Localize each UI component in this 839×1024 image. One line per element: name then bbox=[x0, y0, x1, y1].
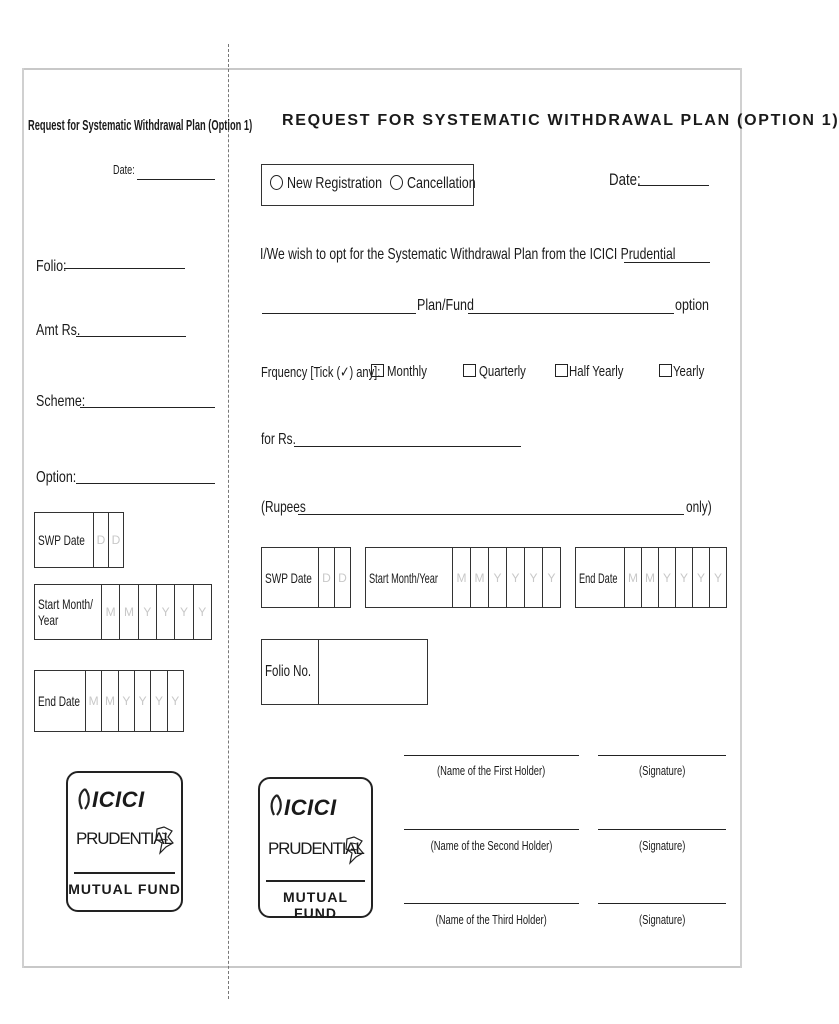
page-border-top bbox=[22, 68, 742, 70]
first-holder-signature-field[interactable] bbox=[598, 755, 726, 756]
stub-scheme-field[interactable] bbox=[80, 407, 215, 408]
stub-date-label: Date: bbox=[113, 162, 135, 177]
new-registration-option[interactable] bbox=[270, 175, 409, 193]
swp-day-cell[interactable]: D bbox=[319, 548, 335, 607]
stub-amount-field[interactable] bbox=[76, 336, 186, 337]
stub-end-box bbox=[34, 670, 184, 732]
stub-date-field[interactable] bbox=[137, 179, 215, 180]
stub-swp-date-label: SWP Date bbox=[38, 532, 85, 548]
lion-emblem-icon bbox=[154, 825, 176, 855]
frequency-quarterly[interactable]: Quarterly bbox=[463, 363, 541, 381]
start-month-year-label: Start Month/Year bbox=[369, 569, 439, 586]
logo-divider bbox=[74, 872, 175, 874]
page-border-bottom bbox=[22, 966, 742, 968]
stub-title: Request for Systematic Withdrawal Plan (Option 1) bbox=[28, 117, 253, 134]
radio-circle-icon[interactable] bbox=[390, 175, 403, 190]
end-cell[interactable]: M bbox=[642, 548, 659, 607]
page-border-right bbox=[740, 68, 742, 968]
cancellation-label: Cancellation bbox=[407, 175, 476, 192]
logo-icici-text: ICICI bbox=[284, 795, 337, 820]
stub-end-cell[interactable]: M bbox=[86, 671, 102, 731]
stub-scheme-label: Scheme: bbox=[36, 393, 86, 410]
fund-name-field[interactable] bbox=[624, 262, 710, 263]
icici-prudential-logo bbox=[66, 771, 183, 912]
perforation-line bbox=[228, 44, 229, 999]
third-holder-signature-field[interactable] bbox=[598, 903, 726, 904]
for-rs-label: for Rs. bbox=[261, 431, 296, 448]
stub-amount-label: Amt Rs. bbox=[36, 322, 81, 339]
start-cell[interactable]: Y bbox=[507, 548, 525, 607]
folio-no-box bbox=[261, 639, 428, 705]
stub-option-label: Option: bbox=[36, 469, 77, 486]
stub-start-label: Start Month/ bbox=[38, 596, 93, 612]
option-name-field[interactable] bbox=[468, 313, 674, 314]
end-cell[interactable]: Y bbox=[676, 548, 693, 607]
first-holder-name-field[interactable] bbox=[404, 755, 579, 756]
amount-field[interactable] bbox=[294, 446, 521, 447]
stub-end-cell[interactable]: Y bbox=[119, 671, 135, 731]
third-signature-caption: (Signature) bbox=[638, 912, 686, 927]
checkbox-icon[interactable] bbox=[463, 364, 476, 377]
form-date-field[interactable] bbox=[638, 185, 709, 186]
folio-no-field[interactable] bbox=[319, 640, 427, 704]
stub-swp-date-box bbox=[34, 512, 124, 568]
start-cell[interactable]: Y bbox=[489, 548, 507, 607]
checkbox-icon[interactable] bbox=[555, 364, 568, 377]
start-month-year-box bbox=[365, 547, 561, 608]
icici-prudential-logo bbox=[258, 777, 373, 921]
logo-prudential-text: PRUDENTIAL bbox=[268, 839, 364, 858]
frequency-yearly[interactable]: Yearly bbox=[659, 363, 714, 381]
stub-folio-field[interactable] bbox=[64, 268, 185, 269]
folio-no-label: Folio No. bbox=[265, 663, 312, 680]
lion-emblem-icon bbox=[344, 835, 366, 865]
frequency-monthly[interactable]: Monthly bbox=[371, 363, 440, 381]
cancellation-option[interactable] bbox=[390, 175, 495, 193]
plan-name-field[interactable] bbox=[262, 313, 416, 314]
second-holder-name-field[interactable] bbox=[404, 829, 579, 830]
swp-date-label: SWP Date bbox=[265, 569, 312, 586]
stub-folio-label: Folio: bbox=[36, 258, 67, 275]
stub-end-cell[interactable]: M bbox=[102, 671, 118, 731]
option-label: option bbox=[675, 297, 710, 314]
wish-text: I/We wish to opt for the Systematic Withdrawal Plan from the ICICI Prudential bbox=[260, 246, 676, 263]
radio-circle-icon[interactable] bbox=[270, 175, 283, 190]
end-date-label: End Date bbox=[579, 569, 618, 586]
stub-start-box bbox=[34, 584, 212, 640]
checkbox-icon[interactable] bbox=[371, 364, 384, 377]
rupees-label: (Rupees bbox=[261, 499, 306, 516]
checkbox-icon[interactable] bbox=[659, 364, 672, 377]
stub-end-label: End Date bbox=[38, 693, 81, 709]
third-holder-caption: (Name of the Third Holder) bbox=[435, 912, 548, 927]
start-cell[interactable]: M bbox=[453, 548, 471, 607]
logo-divider bbox=[266, 880, 365, 882]
stub-start-cell[interactable]: Y bbox=[139, 585, 157, 639]
swp-date-box bbox=[261, 547, 351, 608]
end-cell[interactable]: Y bbox=[659, 548, 676, 607]
plan-fund-label: Plan/Fund bbox=[417, 297, 474, 314]
stub-end-cell[interactable]: Y bbox=[171, 694, 180, 708]
stub-swp-day-cell[interactable]: D bbox=[111, 533, 121, 547]
registration-type-box bbox=[261, 164, 474, 206]
second-holder-signature-field[interactable] bbox=[598, 829, 726, 830]
logo-icici-text: ICICI bbox=[92, 787, 145, 812]
start-cell[interactable]: Y bbox=[547, 570, 556, 585]
first-signature-caption: (Signature) bbox=[638, 763, 686, 778]
start-cell[interactable]: Y bbox=[525, 548, 543, 607]
stub-start-cell[interactable]: Y bbox=[157, 585, 175, 639]
stub-end-cell[interactable]: Y bbox=[151, 671, 167, 731]
end-cell[interactable]: Y bbox=[693, 548, 710, 607]
stub-start-cell[interactable]: M bbox=[102, 585, 120, 639]
stub-start-cell[interactable]: Y bbox=[175, 585, 193, 639]
page-border-left bbox=[22, 68, 24, 968]
end-date-box bbox=[575, 547, 727, 608]
swp-day-cell[interactable]: D bbox=[338, 570, 347, 585]
stub-option-field[interactable] bbox=[76, 483, 215, 484]
new-registration-label: New Registration bbox=[287, 175, 383, 192]
third-holder-name-field[interactable] bbox=[404, 903, 579, 904]
logo-mutual-fund-text: MUTUAL FUND bbox=[68, 881, 181, 897]
frequency-half-yearly[interactable]: Half Yearly bbox=[555, 363, 641, 381]
form-title: REQUEST FOR SYSTEMATIC WITHDRAWAL PLAN (OPTION 1) bbox=[282, 112, 839, 129]
form-date-label: Date: bbox=[609, 170, 641, 189]
amount-in-words-field[interactable] bbox=[298, 514, 684, 515]
stub-swp-day-cell[interactable]: D bbox=[94, 513, 109, 567]
frequency-label: Frquency [Tick (✓) any]: bbox=[261, 364, 381, 381]
first-holder-caption: (Name of the First Holder) bbox=[437, 763, 546, 778]
second-signature-caption: (Signature) bbox=[638, 838, 686, 853]
start-cell[interactable]: M bbox=[471, 548, 489, 607]
end-cell[interactable]: M bbox=[625, 548, 642, 607]
end-cell[interactable]: Y bbox=[713, 570, 722, 585]
stub-start-cell[interactable]: Y bbox=[198, 605, 207, 619]
stub-start-cell[interactable]: M bbox=[120, 585, 138, 639]
logo-mutual-fund-text: MUTUAL FUND bbox=[282, 889, 349, 921]
logo-prudential-text: PRUDENTIAL bbox=[76, 829, 172, 848]
stub-start-label-year: Year bbox=[38, 612, 59, 628]
stub-end-cell[interactable]: Y bbox=[135, 671, 151, 731]
only-label: only) bbox=[686, 499, 712, 516]
second-holder-caption: (Name of the Second Holder) bbox=[430, 838, 553, 853]
